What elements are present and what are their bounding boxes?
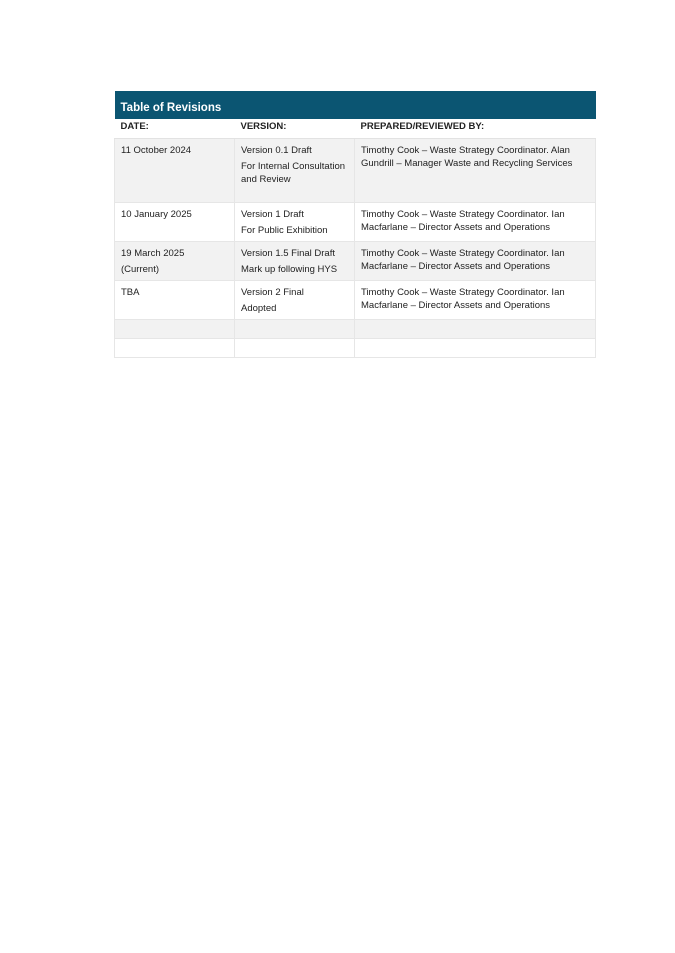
revisions-table [114, 91, 596, 358]
header-version: VERSION: [235, 119, 355, 138]
version-text: Version 0.1 Draft [241, 144, 312, 156]
empty-cell [115, 338, 235, 357]
date-note: (Current) [121, 263, 160, 275]
empty-cell [355, 338, 596, 357]
cell-version [235, 241, 355, 280]
empty-cell [115, 319, 235, 338]
table-row [115, 202, 596, 241]
table-header-row [115, 119, 596, 138]
version-text: Version 1 Draft [241, 208, 304, 220]
empty-cell [235, 319, 355, 338]
cell-version [235, 280, 355, 319]
version-note: For Public Exhibition [241, 224, 328, 236]
table-row [115, 241, 596, 280]
cell-prepared: Timothy Cook – Waste Strategy Coordinator. Ian Macfarlane – Director Assets and Operations [355, 202, 596, 241]
table-row [115, 138, 596, 202]
empty-row [115, 319, 596, 338]
header-prepared: PREPARED/REVIEWED BY: [355, 119, 596, 138]
version-note: Adopted [241, 302, 277, 314]
cell-date [115, 280, 235, 319]
empty-cell [235, 338, 355, 357]
date-text: 10 January 2025 [121, 208, 192, 220]
cell-prepared: Timothy Cook – Waste Strategy Coordinator. Ian Macfarlane – Director Assets and Operations [355, 241, 596, 280]
table-row [115, 280, 596, 319]
empty-cell [355, 319, 596, 338]
date-text: TBA [121, 286, 140, 298]
header-date: DATE: [115, 119, 235, 138]
cell-date [115, 202, 235, 241]
version-note: Mark up following HYS [241, 263, 338, 275]
cell-version [235, 138, 355, 202]
date-text: 19 March 2025 [121, 247, 185, 259]
empty-row [115, 338, 596, 357]
cell-date [115, 138, 235, 202]
version-note: For Internal Consultation and Review [241, 160, 346, 185]
cell-version [235, 202, 355, 241]
cell-prepared: Timothy Cook – Waste Strategy Coordinator. Alan Gundrill – Manager Waste and Recycling Services [355, 138, 596, 202]
cell-prepared: Timothy Cook – Waste Strategy Coordinator. Ian Macfarlane – Director Assets and Operations [355, 280, 596, 319]
version-text: Version 2 Final [241, 286, 304, 298]
date-text: 11 October 2024 [121, 144, 192, 156]
version-text: Version 1.5 Final Draft [241, 247, 335, 259]
table-title: Table of Revisions [115, 91, 596, 119]
cell-date [115, 241, 235, 280]
